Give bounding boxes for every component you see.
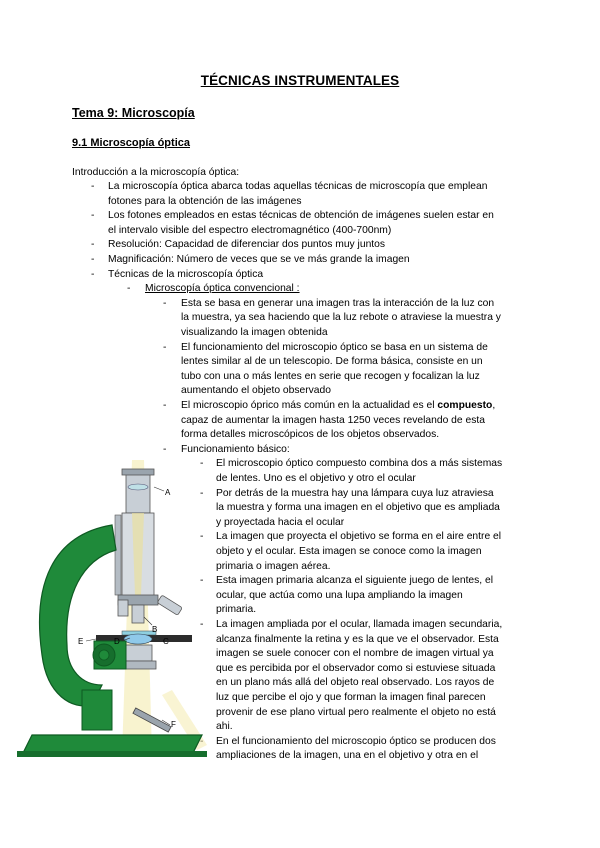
bullet-text: imagen se suele conocer con el nombre de imagen virtual ya bbox=[216, 648, 494, 660]
focus-knob-inner bbox=[99, 650, 109, 660]
microscope-diagram bbox=[12, 455, 212, 760]
bullet-dash: - bbox=[163, 400, 167, 411]
bullet-text: provenir de ese plano virtual pero realmente el objeto no está bbox=[216, 706, 496, 718]
tema-heading: Tema 9: Microscopía bbox=[72, 106, 195, 120]
bullet-text: capaz de aumentar la imagen hasta 1250 veces revelando de esta bbox=[181, 414, 485, 426]
bullet-dash: - bbox=[127, 283, 131, 295]
bullet-dash: - bbox=[200, 487, 204, 499]
tube-rack bbox=[115, 515, 121, 595]
bullet-text: la muestra y forma una imagen en el objetivo que es ampliada bbox=[216, 502, 500, 514]
bullet-dash: - bbox=[200, 575, 204, 587]
bullet-dash: - bbox=[200, 458, 204, 470]
label-c: C bbox=[163, 637, 169, 646]
bullet-text: ampliaciones de la imagen, una en el objetivo y otra en el bbox=[216, 750, 479, 762]
pillar bbox=[82, 690, 112, 730]
bullet-dash: - bbox=[91, 181, 95, 192]
objective bbox=[132, 605, 144, 623]
subheading-convencional: Microscopía óptica convencional : bbox=[145, 283, 300, 295]
bullet-text: forma detalles microscópicos de los objetos observados. bbox=[181, 429, 440, 441]
eyepiece bbox=[126, 473, 150, 513]
label-e: E bbox=[78, 637, 84, 646]
bullet-dash: - bbox=[163, 341, 167, 353]
bullet-text: en un plano más allá del objeto real observado. Los rayos de bbox=[216, 677, 495, 689]
bullet-dash: - bbox=[163, 443, 167, 455]
bullet-dash: - bbox=[91, 268, 95, 280]
condenser-lens bbox=[124, 634, 152, 644]
bullet-text: de lentes. Uno es el objetivo y otro el ocular bbox=[216, 473, 416, 484]
bullet-text: La imagen que proyecta el objetivo se forma en el aire entre el bbox=[216, 531, 502, 543]
bullet-text: aumentando el objeto observado bbox=[181, 385, 331, 397]
bullet-text: tubo con una o más lentes en serie que recogen y focalizan la luz bbox=[181, 370, 480, 382]
bullet-text: lentes similar al de un telescopio. De forma básica, consiste en un bbox=[181, 356, 483, 368]
bullet-text-compuesto bbox=[181, 399, 495, 414]
bullet-dash: - bbox=[200, 619, 204, 630]
bullet-text: Los fotones empleados en estas técnicas de obtención de imágenes suelen estar en bbox=[108, 210, 494, 222]
label-f: F bbox=[171, 720, 176, 729]
eyepiece-cap bbox=[122, 469, 154, 475]
eyepiece-lens bbox=[128, 484, 148, 490]
bullet-text: primaria. bbox=[216, 604, 257, 616]
label-d: D bbox=[114, 637, 120, 646]
microscope-arm bbox=[40, 525, 116, 706]
bullet-text: primaria o imagen aérea. bbox=[216, 560, 331, 572]
bullet-text: luz que percibe el ojo y que forman la imagen final parecen bbox=[216, 692, 486, 703]
section-heading: 9.1 Microscopía óptica bbox=[72, 137, 190, 149]
bullet-text: Esta imagen primaria alcanza el siguiente juego de lentes, el bbox=[216, 575, 494, 587]
bullet-dash: - bbox=[91, 210, 95, 222]
bullet-text: Esta se basa en generar una imagen tras la interacción de la luz con bbox=[181, 297, 495, 309]
base-edge bbox=[17, 751, 207, 757]
bullet-dash: - bbox=[91, 254, 95, 265]
compuesto-after: , bbox=[492, 400, 496, 411]
bullet-text: y proyectada hacia el ocular bbox=[216, 516, 345, 528]
bullet-text: que es percibida por el observador como si estuviese situada bbox=[216, 662, 496, 674]
bullet-dash: - bbox=[91, 239, 95, 251]
bullet-text: objeto y el ocular. Esta imagen se conoce como la imagen bbox=[216, 546, 482, 557]
bullet-text: Resolución: Capacidad de diferenciar dos puntos muy juntos bbox=[108, 239, 386, 251]
bullet-text: ahi. bbox=[216, 721, 233, 733]
bullet-text: ocular, que actúa como una lupa ampliando la imagen bbox=[216, 589, 463, 601]
bullet-text: Por detrás de la muestra hay una lámpara cuya luz atraviesa bbox=[216, 487, 494, 499]
objective-left bbox=[118, 600, 128, 616]
bullet-text: fotones para la obtención de las imágenes bbox=[108, 195, 302, 207]
compuesto-before: El microscopio óprico más común en la actualidad es el bbox=[181, 400, 438, 411]
bullet-text: visualizando la imagen obtenida bbox=[181, 327, 328, 338]
label-a: A bbox=[165, 488, 171, 497]
leader-a bbox=[154, 487, 164, 491]
label-b: B bbox=[152, 625, 158, 634]
intro-text: Introducción a la microscopía óptica: bbox=[72, 167, 240, 178]
bullet-text: la muestra, ya sea haciendo que la luz rebote o atraviese la muestra y bbox=[181, 312, 501, 324]
bullet-dash: - bbox=[200, 531, 204, 543]
bullet-text: El funcionamiento del microscopio óptico se basa en un sistema de bbox=[181, 341, 488, 353]
document-title: TÉCNICAS INSTRUMENTALES bbox=[200, 73, 400, 88]
bullet-text: En el funcionamiento del microscopio óptico se producen dos bbox=[216, 735, 496, 747]
bullet-text: Técnicas de la microscopía óptica bbox=[108, 268, 264, 280]
bullet-text: La microscopía óptica abarca todas aquellas técnicas de microscopía que emplean bbox=[108, 181, 488, 192]
condenser bbox=[124, 645, 152, 661]
bullet-text: Magnificación: Número de veces que se ve más grande la imagen bbox=[108, 254, 410, 265]
bullet-text: el intervalo visible del espectro electromagnético (400-700nm) bbox=[108, 224, 392, 236]
compuesto-bold: compuesto bbox=[437, 400, 493, 411]
bullet-text: El microscopio óptico compuesto combina dos a más sistemas bbox=[216, 458, 503, 470]
bullet-dash: - bbox=[163, 297, 167, 309]
funcionamiento-heading: Funcionamiento básico: bbox=[181, 443, 290, 455]
objective-side bbox=[157, 595, 182, 615]
bullet-text: alcanza finalmente la retina y es la que ve el observador. Esta bbox=[216, 633, 499, 645]
bullet-text: La imagen ampliada por el ocular, llamada imagen secundaria, bbox=[216, 619, 503, 630]
